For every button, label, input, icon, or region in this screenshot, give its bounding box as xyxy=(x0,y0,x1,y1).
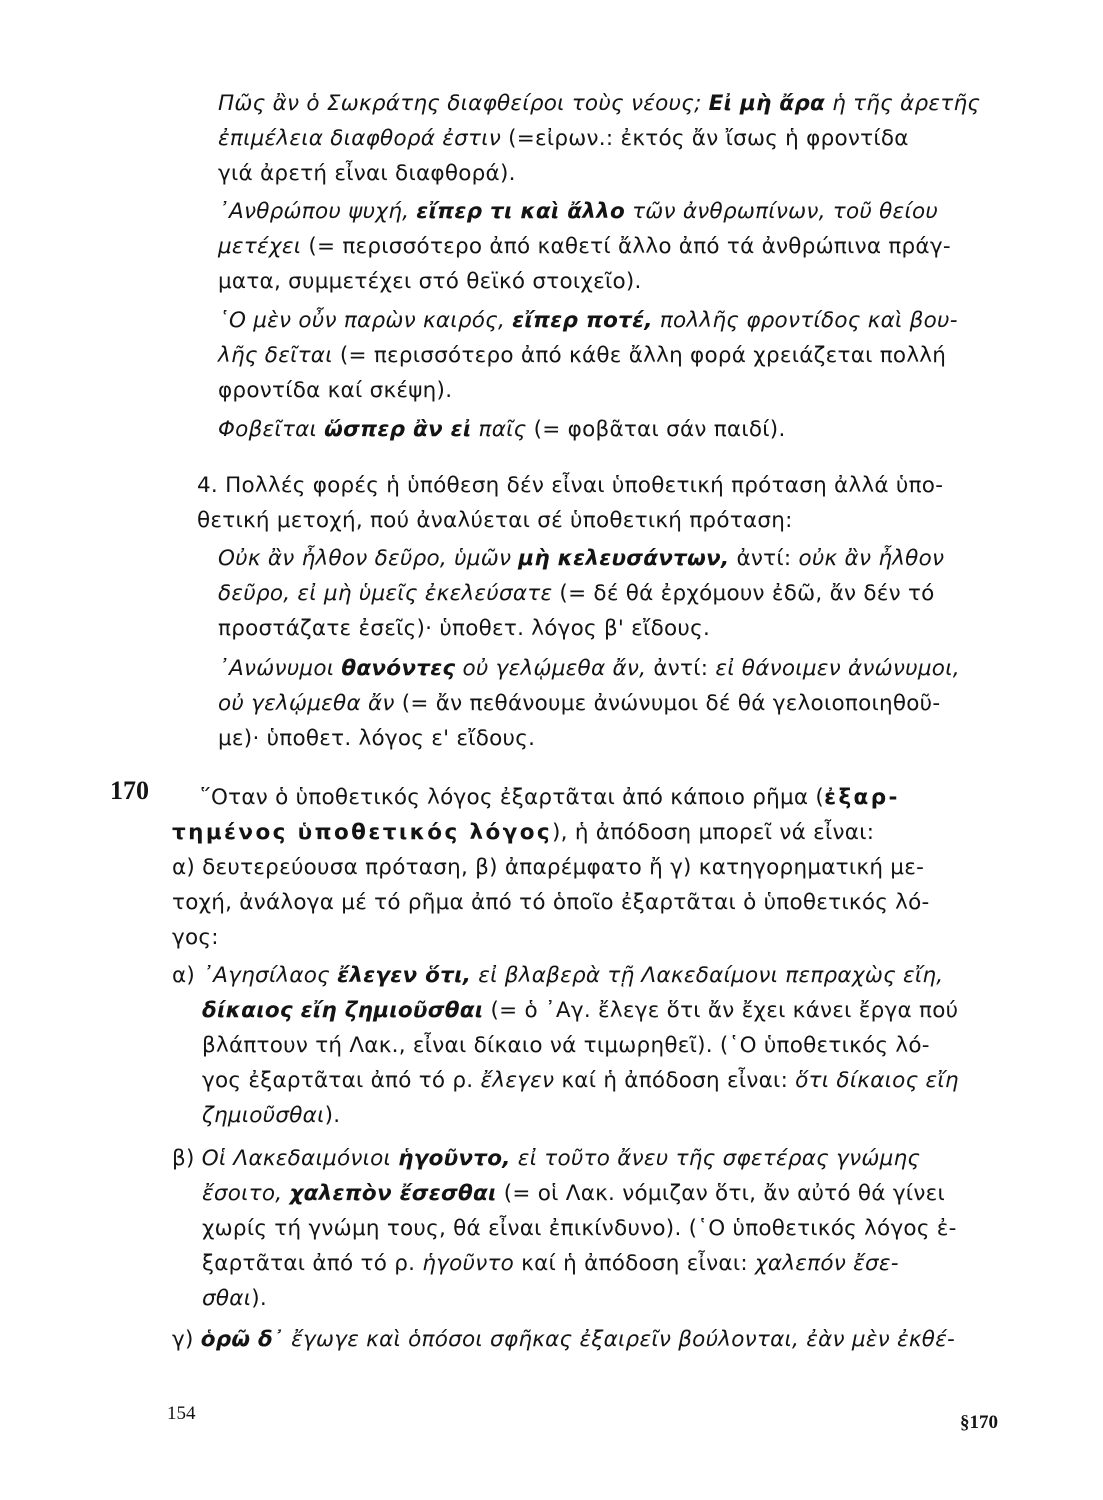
text-run: (=εἰρων.: ἐκτός ἄν ἴσως ἡ φροντίδα xyxy=(501,126,909,151)
text-line xyxy=(202,1180,945,1208)
text-run: ἀντί: xyxy=(729,546,799,571)
text-run: 4. Πολλές φορές ἡ ὑπόθεση δέν εἶναι ὑποθετική πρόταση ἀλλά ὑπο- xyxy=(197,473,944,498)
text-run: πολλῆς φροντίδος καὶ βου- xyxy=(652,308,958,333)
text-line xyxy=(202,1102,340,1130)
text-run: ). xyxy=(251,1286,267,1311)
text-line xyxy=(202,1215,957,1243)
text-run: Φοβεῖται xyxy=(218,417,325,442)
text-run: ᾿Ανθρώπου ψυχή, xyxy=(218,199,417,224)
text-run: ἔσοιτο, xyxy=(202,1181,290,1206)
text-run: ξαρτᾶται ἀπό τό ρ. xyxy=(202,1251,423,1276)
text-run: ῞Οταν ὁ ὑποθετικός λόγος ἐξαρτᾶται ἀπό κάποιο ρῆμα ( xyxy=(200,785,825,810)
text-line xyxy=(218,342,946,370)
text-run: ματα, συμμετέχει στό θεϊκό στοιχεῖο). xyxy=(218,269,642,294)
text-line xyxy=(218,615,710,643)
text-run: ἔλεγεν xyxy=(480,1068,555,1093)
text-run: ὁρῶ δ᾿ xyxy=(200,1327,285,1352)
text-run: δίκαιος εἴη ζημιοῦσθαι xyxy=(202,998,484,1023)
text-run: (= οἱ Λακ. νόμιζαν ὅτι, ἄν αὐτό θά γίνει xyxy=(496,1181,945,1206)
text-run: φροντίδα καί σκέψη). xyxy=(218,378,453,403)
text-run: μετέχει xyxy=(218,234,302,259)
text-run: (= φοβᾶται σάν παιδί). xyxy=(526,417,786,442)
text-run: Εἰ μὴ ἄρα xyxy=(708,91,825,116)
text-run: ἡγοῦντο xyxy=(422,1251,515,1276)
text-run: βλάπτουν τή Λακ., εἶναι δίκαιο νά τιμωρηθεῖ). (῾Ο ὑποθετικός λό- xyxy=(202,1033,930,1058)
text-line xyxy=(218,725,535,753)
text-line xyxy=(218,377,452,405)
text-run: εἴπερ ποτέ, xyxy=(512,308,653,333)
text-run: ῾Ο μὲν οὖν παρὼν καιρός, xyxy=(218,308,513,333)
text-line xyxy=(218,198,938,226)
text-run: ἔγωγε καὶ ὁπόσοι σφῆκας ἐξαιρεῖν βούλονται, ἐὰν μὲν ἐκθέ- xyxy=(284,1327,956,1352)
text-run: ὅτι δίκαιος εἴη xyxy=(795,1068,959,1093)
section-reference: §170 xyxy=(960,1412,998,1433)
text-run: οὐκ ἂν ἦλθον xyxy=(798,546,945,571)
text-run: (= ὁ ᾿Αγ. ἔλεγε ὅτι ἄν ἔχει κάνει ἔργα πού xyxy=(483,998,959,1023)
text-run: δεῦρο, εἰ μὴ ὑμεῖς ἐκελεύσατε xyxy=(218,581,553,606)
text-run: παῖς xyxy=(471,417,527,442)
text-run: με)· ὑποθετ. λόγος ε' εἴδους. xyxy=(218,726,536,751)
text-run: Πῶς ἂν ὁ Σωκράτης διαφθείροι τοὺς νέους; xyxy=(218,91,709,116)
text-run: ἐπιμέλεια διαφθορά ἐστιν xyxy=(218,126,501,151)
text-line xyxy=(218,580,935,608)
text-run: τῶν ἀνθρωπίνων, τοῦ θείου xyxy=(625,199,939,224)
text-line xyxy=(218,125,909,153)
text-line xyxy=(218,233,951,261)
text-run: (= δέ θά ἐρχόμουν ἐδῶ, ἄν δέν τό xyxy=(552,581,935,606)
text-run: θανόντες xyxy=(341,656,456,681)
text-run: λῆς δεῖται xyxy=(218,343,333,368)
text-line xyxy=(202,1067,959,1095)
text-run: α) xyxy=(172,963,203,988)
text-run: ζημιοῦσθαι xyxy=(202,1103,325,1128)
text-run: ἡ τῆς ἀρετῆς xyxy=(824,91,981,116)
text-run: ἡγοῦντο, xyxy=(398,1146,511,1171)
text-run: χαλεπόν ἔσε- xyxy=(754,1251,899,1276)
text-line xyxy=(172,889,930,917)
text-run: ). xyxy=(324,1103,341,1128)
text-run: εἴπερ τι καὶ ἄλλο xyxy=(416,199,625,224)
text-run: χαλεπὸν ἔσεσθαι xyxy=(289,1181,497,1206)
text-run: μὴ κελευσάντων, xyxy=(518,546,730,571)
text-line xyxy=(172,962,943,990)
text-run: (= περισσότερο ἀπό καθετί ἄλλο ἀπό τά ἀνθρώπινα πράγ- xyxy=(301,234,951,259)
text-run: σθαι xyxy=(202,1286,252,1311)
text-run: οὐ γελῴμεθα ἄν xyxy=(218,691,395,716)
text-run: β) xyxy=(172,1146,202,1171)
text-line xyxy=(218,160,516,188)
text-run: εἰ τοῦτο ἄνευ τῆς σφετέρας γνώμης xyxy=(510,1146,921,1171)
text-line xyxy=(202,1250,899,1278)
text-run: Οἱ Λακεδαιμόνιοι xyxy=(201,1146,399,1171)
text-run: γος: xyxy=(172,925,219,950)
text-run: γιά ἀρετή εἶναι διαφθορά). xyxy=(218,161,516,186)
text-line xyxy=(218,90,980,118)
text-line xyxy=(218,307,958,335)
text-run: χωρίς τή γνώμη τους, θά εἶναι ἐπικίνδυνο). (῾Ο ὑποθετικός λόγος ἐ- xyxy=(202,1216,957,1241)
text-line xyxy=(200,784,900,812)
text-line xyxy=(172,854,924,882)
text-run: ὥσπερ ἂν εἰ xyxy=(324,417,472,442)
text-run: α) δευτερεύουσα πρόταση, β) ἀπαρέμφατο ἤ γ) κατηγορηματική με- xyxy=(172,855,925,880)
text-line xyxy=(202,1285,267,1313)
text-line xyxy=(218,690,940,718)
text-line xyxy=(202,997,958,1025)
text-line xyxy=(197,507,793,535)
text-line xyxy=(218,655,960,683)
text-run: τημένος ὑποθετικός λόγος xyxy=(172,820,553,845)
text-line xyxy=(172,1145,920,1173)
text-run: καί ἡ ἀπόδοση εἶναι: xyxy=(554,1068,796,1093)
text-line xyxy=(172,819,874,847)
text-run: ἐξαρ- xyxy=(824,785,900,810)
text-run: προστάζατε ἐσεῖς)· ὑποθετ. λόγος β' εἴδους. xyxy=(218,616,711,641)
text-run: (= περισσότερο ἀπό κάθε ἄλλη φορά χρειάζεται πολλή xyxy=(332,343,947,368)
text-run: ), ἡ ἀπόδοση μπορεῖ νά εἶναι: xyxy=(552,820,875,845)
text-line xyxy=(197,472,943,500)
text-line xyxy=(218,416,786,444)
text-line xyxy=(202,1032,930,1060)
page-number: 154 xyxy=(167,1403,196,1424)
text-run: γος ἐξαρτᾶται ἀπό τό ρ. xyxy=(202,1068,481,1093)
text-run: ἔλεγεν ὅτι, xyxy=(337,963,472,988)
section-number: 170 xyxy=(110,776,149,805)
text-run: ᾿Αγησίλαος xyxy=(202,963,338,988)
text-run: θετική μετοχή, πού ἀναλύεται σέ ὑποθετική πρόταση: xyxy=(197,508,793,533)
text-run: εἰ θάνοιμεν ἀνώνυμοι, xyxy=(715,656,960,681)
text-line xyxy=(218,545,944,573)
text-run: εἰ βλαβερὰ τῇ Λακεδαίμονι πεπραχὼς εἴη, xyxy=(471,963,944,988)
text-run: (= ἄν πεθάνουμε ἀνώνυμοι δέ θά γελοιοποιηθοῦ- xyxy=(394,691,941,716)
text-run: τοχή, ἀνάλογα μέ τό ρῆμα ἀπό τό ὁποῖο ἐξαρτᾶται ὁ ὑποθετικός λό- xyxy=(172,890,930,915)
text-line xyxy=(218,268,642,296)
text-run: καί ἡ ἀπόδοση εἶναι: xyxy=(514,1251,755,1276)
text-run: ᾿Ανώνυμοι xyxy=(218,656,342,681)
text-run: γ) xyxy=(172,1327,201,1352)
text-line xyxy=(172,1326,955,1354)
text-run: Οὐκ ἂν ἦλθον δεῦρο, ὑμῶν xyxy=(218,546,519,571)
text-run: οὐ γελῴμεθα ἄν, xyxy=(455,656,647,681)
text-run: ἀντί: xyxy=(646,656,716,681)
text-line xyxy=(172,924,219,952)
